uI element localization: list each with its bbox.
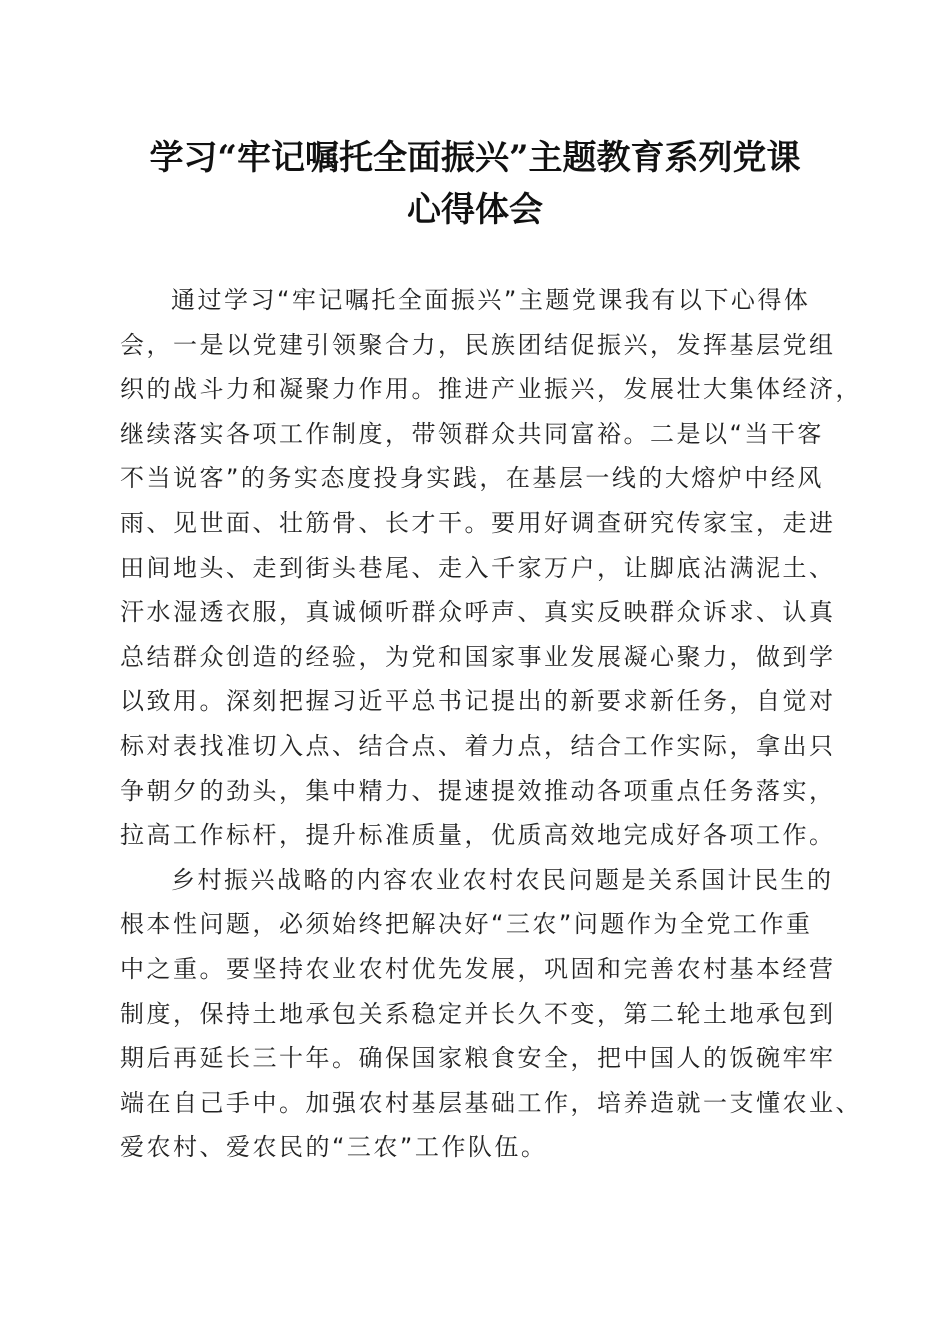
paragraph-1 xyxy=(120,278,862,858)
text-line: 汗水湿透衣服，真诚倾听群众呼声、真实反映群众诉求、认真 xyxy=(120,598,836,627)
text-line: 端在自己手中。加强农村基层基础工作，培养造就一支懂农业、 xyxy=(120,1088,862,1117)
text-line: 争朝夕的劲头，集中精力、提速提效推动各项重点任务落实， xyxy=(120,776,836,805)
text-line: 通过学习“牢记嘱托全面振兴”主题党课我有以下心得体 xyxy=(171,286,811,314)
text-line: 田间地头、走到街头巷尾、走入千家万户，让脚底沾满泥土、 xyxy=(120,553,836,582)
title-line: 学习“牢记嘱托全面振兴”主题教育系列党课 xyxy=(149,138,801,178)
text-line: 以致用。深刻把握习近平总书记提出的新要求新任务，自觉对 xyxy=(120,687,836,716)
text-line: 雨、见世面、壮筋骨、长才干。要用好调查研究传家宝，走进 xyxy=(120,508,836,537)
title-line: 心得体会 xyxy=(407,190,543,230)
text-line: 乡村振兴战略的内容农业农村农民问题是关系国计民生的 xyxy=(171,865,834,894)
page-title xyxy=(100,132,850,236)
text-line: 中之重。要坚持农业农村优先发展，巩固和完善农村基本经营 xyxy=(120,954,836,983)
text-line: 爱农村、爱农民的“三农”工作队伍。 xyxy=(120,1133,548,1162)
text-line: 期后再延长三十年。确保国家粮食安全，把中国人的饭碗牢牢 xyxy=(120,1044,836,1073)
text-line: 制度，保持土地承包关系稳定并长久不变，第二轮土地承包到 xyxy=(120,999,836,1028)
text-line: 总结群众创造的经验，为党和国家事业发展凝心聚力，做到学 xyxy=(120,642,836,671)
text-line: 继续落实各项工作制度，带领群众共同富裕。二是以“当干客 xyxy=(120,419,824,448)
document-body xyxy=(120,278,862,1170)
text-line: 根本性问题，必须始终把解决好“三农”问题作为全党工作重 xyxy=(120,910,813,939)
text-line: 拉高工作标杆，提升标准质量，优质高效地完成好各项工作。 xyxy=(120,821,836,850)
text-line: 会，一是以党建引领聚合力，民族团结促振兴，发挥基层党组 xyxy=(120,330,836,359)
text-line: 不当说客”的务实态度投身实践，在基层一线的大熔炉中经风 xyxy=(120,464,824,493)
text-line: 织的战斗力和凝聚力作用。推进产业振兴，发展壮大集体经济， xyxy=(120,375,862,404)
paragraph-2 xyxy=(120,858,862,1170)
text-line: 标对表找准切入点、结合点、着力点，结合工作实际，拿出只 xyxy=(120,731,836,760)
